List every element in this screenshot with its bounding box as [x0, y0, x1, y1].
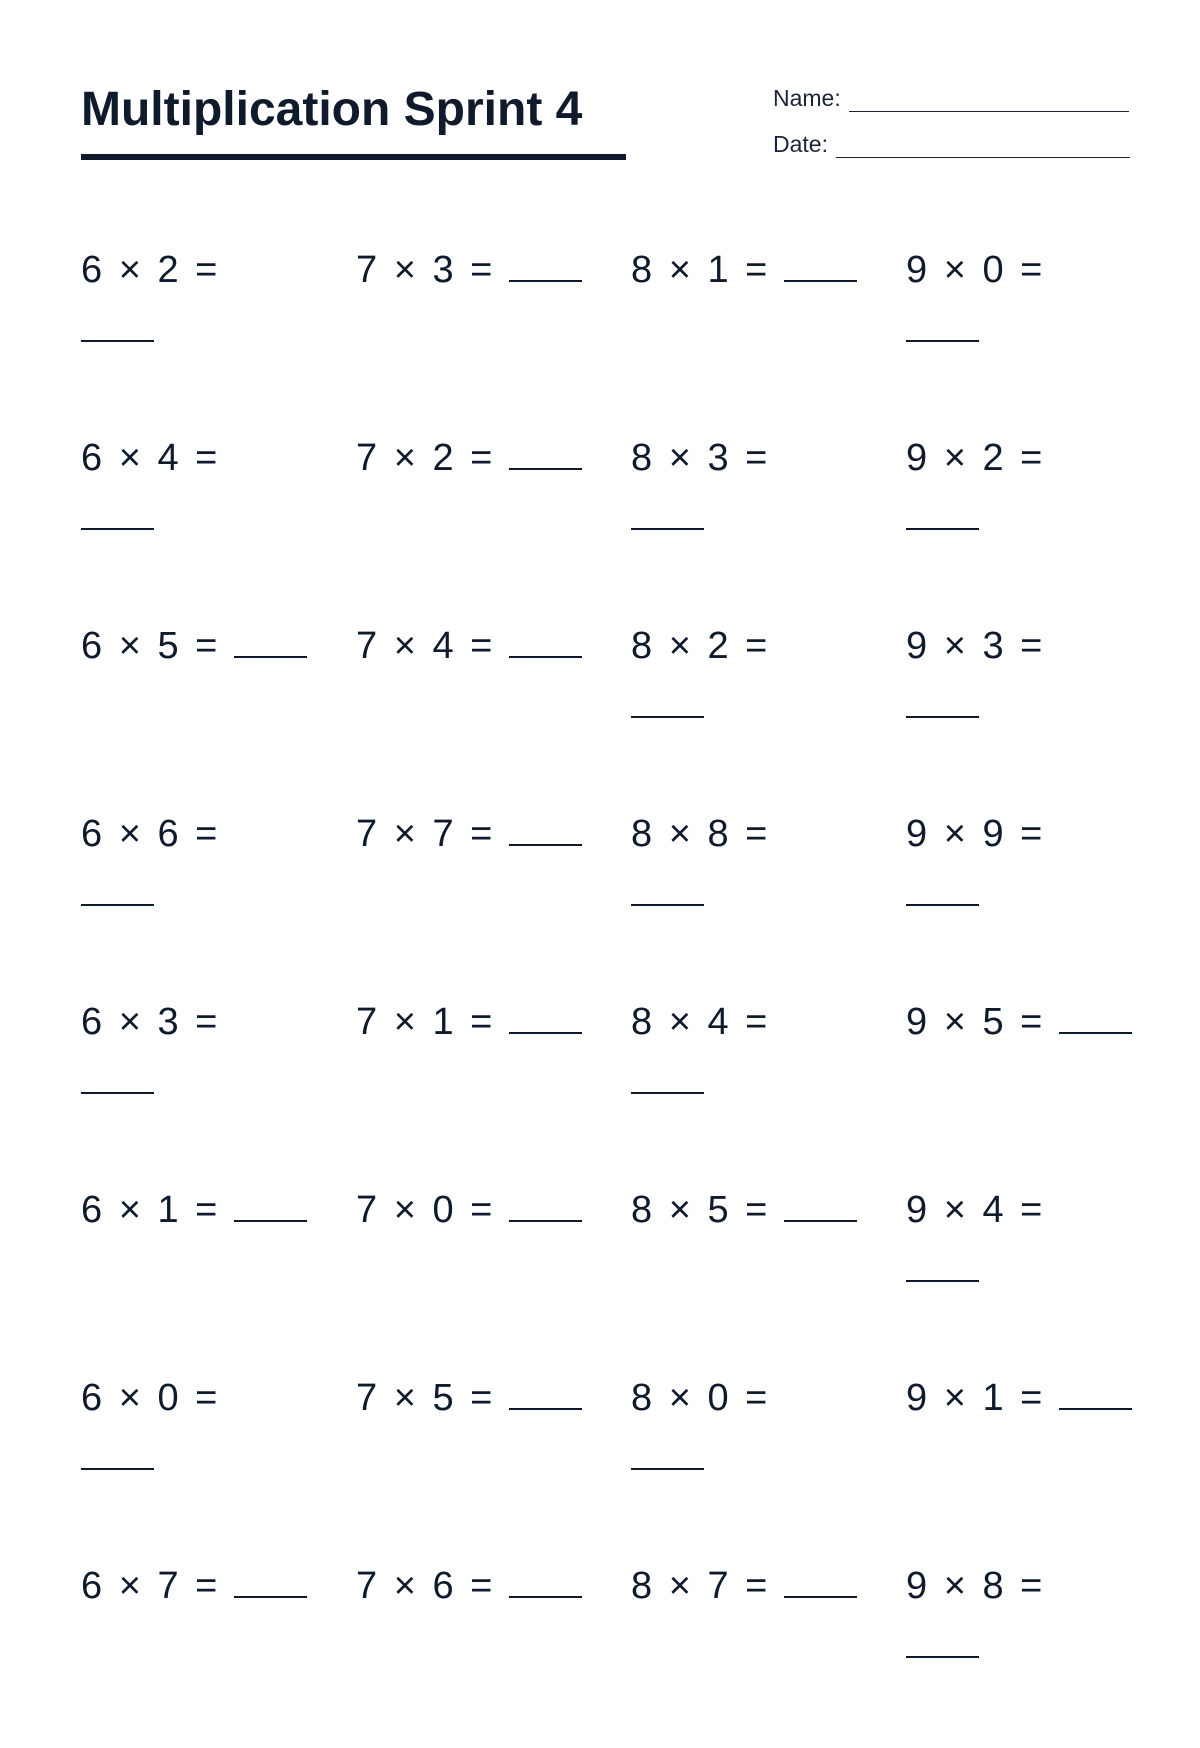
answer-blank[interactable] — [81, 1438, 154, 1470]
answer-blank[interactable] — [509, 1002, 582, 1034]
problem-item — [81, 1560, 341, 1748]
answer-blank[interactable] — [509, 626, 582, 658]
problem-item — [81, 244, 231, 432]
problem-text: 8 × 8 = — [631, 813, 769, 855]
date-line — [773, 130, 1130, 158]
problem-item — [631, 1560, 891, 1748]
problem-item — [356, 620, 616, 808]
name-line — [773, 84, 1129, 112]
problem-item — [631, 808, 781, 996]
problem-text: 9 × 1 = — [906, 1377, 1044, 1419]
problem-text: 7 × 0 = — [356, 1189, 494, 1231]
answer-blank[interactable] — [509, 1378, 582, 1410]
problem-item — [81, 432, 231, 620]
problem-item — [906, 1560, 1056, 1748]
problem-text: 7 × 2 = — [356, 437, 494, 479]
date-answer-blank[interactable] — [836, 135, 1130, 158]
problem-item — [631, 1372, 781, 1560]
answer-blank[interactable] — [1059, 1378, 1132, 1410]
problem-text: 8 × 4 = — [631, 1001, 769, 1043]
problem-item — [906, 1372, 1166, 1560]
problem-text: 9 × 2 = — [906, 437, 1044, 479]
problem-text: 9 × 8 = — [906, 1565, 1044, 1607]
title-underline — [81, 154, 626, 160]
problem-item — [906, 996, 1166, 1184]
answer-blank[interactable] — [784, 1190, 857, 1222]
problem-item — [356, 1372, 616, 1560]
problem-text: 6 × 3 = — [81, 1001, 219, 1043]
problem-item — [81, 996, 231, 1184]
answer-blank[interactable] — [81, 310, 154, 342]
problem-item — [631, 1184, 891, 1372]
answer-blank[interactable] — [784, 250, 857, 282]
problem-text: 7 × 7 = — [356, 813, 494, 855]
problem-text: 8 × 1 = — [631, 249, 769, 291]
problem-item — [631, 620, 781, 808]
answer-blank[interactable] — [906, 874, 979, 906]
problem-text: 7 × 6 = — [356, 1565, 494, 1607]
problem-item — [81, 808, 231, 996]
worksheet-title: Multiplication Sprint 4 — [81, 83, 583, 136]
problem-item — [356, 1184, 616, 1372]
answer-blank[interactable] — [631, 686, 704, 718]
problem-text: 7 × 4 = — [356, 625, 494, 667]
problem-text: 7 × 5 = — [356, 1377, 494, 1419]
problem-item — [356, 996, 616, 1184]
answer-blank[interactable] — [509, 438, 582, 470]
problem-item — [81, 1372, 231, 1560]
problem-text: 9 × 9 = — [906, 813, 1044, 855]
problem-item — [906, 244, 1056, 432]
problem-text: 6 × 2 = — [81, 249, 219, 291]
problem-item — [631, 432, 781, 620]
answer-blank[interactable] — [81, 874, 154, 906]
problem-text: 6 × 5 = — [81, 625, 219, 667]
answer-blank[interactable] — [81, 1062, 154, 1094]
problem-text: 6 × 1 = — [81, 1189, 219, 1231]
answer-blank[interactable] — [631, 1062, 704, 1094]
problem-item — [356, 432, 616, 620]
problem-text: 9 × 5 = — [906, 1001, 1044, 1043]
problem-text: 6 × 7 = — [81, 1565, 219, 1607]
problem-item — [631, 244, 891, 432]
problem-text: 8 × 3 = — [631, 437, 769, 479]
answer-blank[interactable] — [906, 1626, 979, 1658]
problem-item — [356, 244, 616, 432]
answer-blank[interactable] — [234, 626, 307, 658]
answer-blank[interactable] — [906, 310, 979, 342]
answer-blank[interactable] — [1059, 1002, 1132, 1034]
answer-blank[interactable] — [509, 250, 582, 282]
answer-blank[interactable] — [906, 686, 979, 718]
problem-text: 8 × 0 = — [631, 1377, 769, 1419]
problem-text: 9 × 4 = — [906, 1189, 1044, 1231]
problem-item — [906, 432, 1056, 620]
problem-item — [356, 808, 616, 996]
answer-blank[interactable] — [631, 874, 704, 906]
answer-blank[interactable] — [509, 1566, 582, 1598]
problem-text: 7 × 3 = — [356, 249, 494, 291]
problem-text: 7 × 1 = — [356, 1001, 494, 1043]
problem-item — [81, 1184, 341, 1372]
problem-item — [906, 620, 1056, 808]
answer-blank[interactable] — [234, 1566, 307, 1598]
problem-text: 8 × 7 = — [631, 1565, 769, 1607]
answer-blank[interactable] — [784, 1566, 857, 1598]
name-label: Name: — [773, 85, 841, 111]
problem-text: 6 × 6 = — [81, 813, 219, 855]
problem-text: 9 × 0 = — [906, 249, 1044, 291]
problem-text: 8 × 5 = — [631, 1189, 769, 1231]
problem-item — [906, 808, 1056, 996]
problem-text: 9 × 3 = — [906, 625, 1044, 667]
problem-item — [906, 1184, 1056, 1372]
answer-blank[interactable] — [234, 1190, 307, 1222]
problem-item — [631, 996, 781, 1184]
problem-item — [81, 620, 341, 808]
answer-blank[interactable] — [81, 498, 154, 530]
answer-blank[interactable] — [509, 1190, 582, 1222]
answer-blank[interactable] — [631, 498, 704, 530]
problem-grid — [81, 244, 1141, 1748]
problem-text: 8 × 2 = — [631, 625, 769, 667]
problem-text: 6 × 4 = — [81, 437, 219, 479]
answer-blank[interactable] — [906, 1250, 979, 1282]
name-answer-blank[interactable] — [849, 89, 1129, 112]
problem-item — [356, 1560, 616, 1748]
answer-blank[interactable] — [509, 814, 582, 846]
answer-blank[interactable] — [906, 498, 979, 530]
problem-text: 6 × 0 = — [81, 1377, 219, 1419]
date-label: Date: — [773, 131, 828, 157]
answer-blank[interactable] — [631, 1438, 704, 1470]
